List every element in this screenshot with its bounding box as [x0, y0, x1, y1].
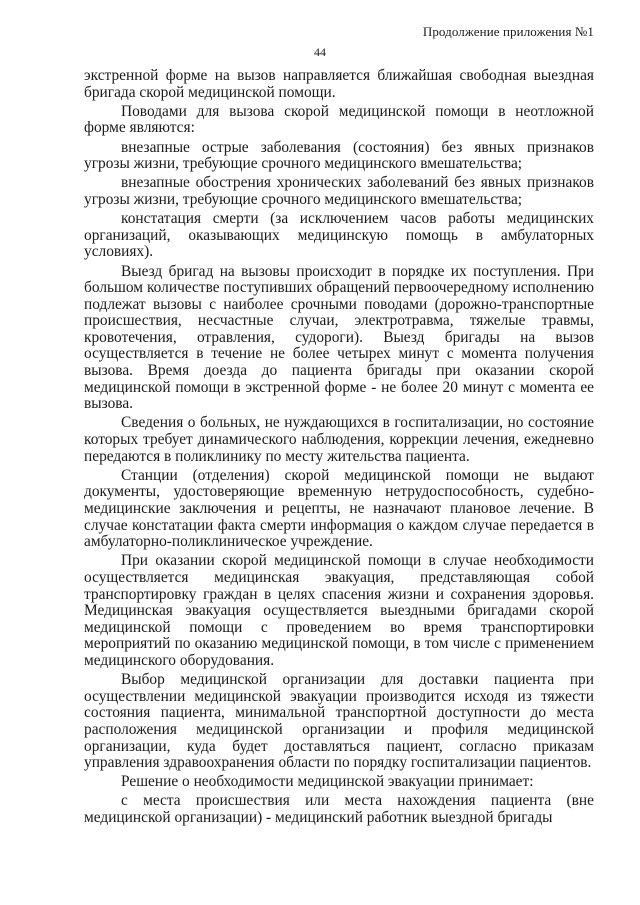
document-body	[84, 68, 594, 829]
paragraph-acute-diseases: внезапные острые заболевания (состояния) без явных признаков угрозы жизни, требующие срочного медицинского вмешательства;	[84, 138, 594, 173]
page-number: 44	[314, 45, 326, 59]
paragraph-patient-info: Сведения о больных, не нуждающихся в госпитализации, но состояние которых требует динамического наблюдения, коррекции лечения, ежедневно передаются в поликлинику по месту жительства пациента.	[84, 414, 594, 465]
paragraph-death-confirmation: констатация смерти (за исключением часов работы медицинских организаций, оказывающих медицинскую помощь в амбулаторных условиях).	[84, 210, 594, 261]
paragraph-evacuation-decision: Решение о необходимости медицинской эвакуации принимает:	[121, 773, 534, 791]
paragraph-medical-evacuation: При оказании скорой медицинской помощи в случае необходимости осуществляется медицинская эвакуация, представляющая собой транспортировку граждан в целях спасения жизни и сохранения здоровья. Медицинская эвакуация осуществляется выездными бригадами скорой медицинской помощи с проведением во время транспортировки мероприятий по оказанию медицинской помощи, в том числе с применением медицинского оборудования.	[84, 552, 594, 669]
paragraph-station-documents: Станции (отделения) скорой медицинской помощи не выдают документы, удостоверяющие временную нетрудоспособность, судебно-медицинские заключения и рецепты, не назначают плановое лечение. В случае констатации факта смерти информация о каждом случае передается в амбулаторно-поликлиническое учреждение.	[84, 466, 594, 551]
paragraph-emergency-dispatch: экстренной форме на вызов направляется ближайшая свободная выездная бригада скорой медицинской помощи.	[84, 67, 594, 101]
paragraph-organization-choice: Выбор медицинской организации для доставки пациента при осуществлении медицинской эвакуации производится исходя из тяжести состояния пациента, минимальной транспортной доступности до места расположения медицинской организации и профиля медицинской организации, куда будет доставляться пациент, согласно приказам управления здравоохранения области по порядку госпитализации пациентов.	[84, 671, 594, 772]
paragraph-chronic-exacerbations: внезапные обострения хронических заболеваний без явных признаков угрозы жизни, требующие срочного медицинского вмешательства;	[84, 174, 594, 208]
paragraph-scene-decision: с места происшествия или места нахождения пациента (вне медицинской организации) - медицинский работник выездной бригады	[84, 792, 594, 827]
appendix-continuation-note: Продолжение приложения №1	[422, 24, 594, 39]
paragraph-urgent-reasons-intro: Поводами для вызова скорой медицинской помощи в неотложной форме являются:	[84, 102, 594, 137]
paragraph-call-order: Выезд бригад на вызовы происходит в порядке их поступления. При большом количестве поступивших обращений первоочередному исполнению подлежат вызовы с наиболее срочными поводами (дорожно-транспортные происшествия, несчастные случаи, электротравма, тяжелые травмы, кровотечения, отравления, судороги). Выезд бригады на вызов осуществляется в течение не более четырех минут с момента получения вызова. Время доезда до пациента бригады при оказании скорой медицинской помощи в экстренной форме - не более 20 минут с момента ее вызова.	[84, 262, 594, 413]
